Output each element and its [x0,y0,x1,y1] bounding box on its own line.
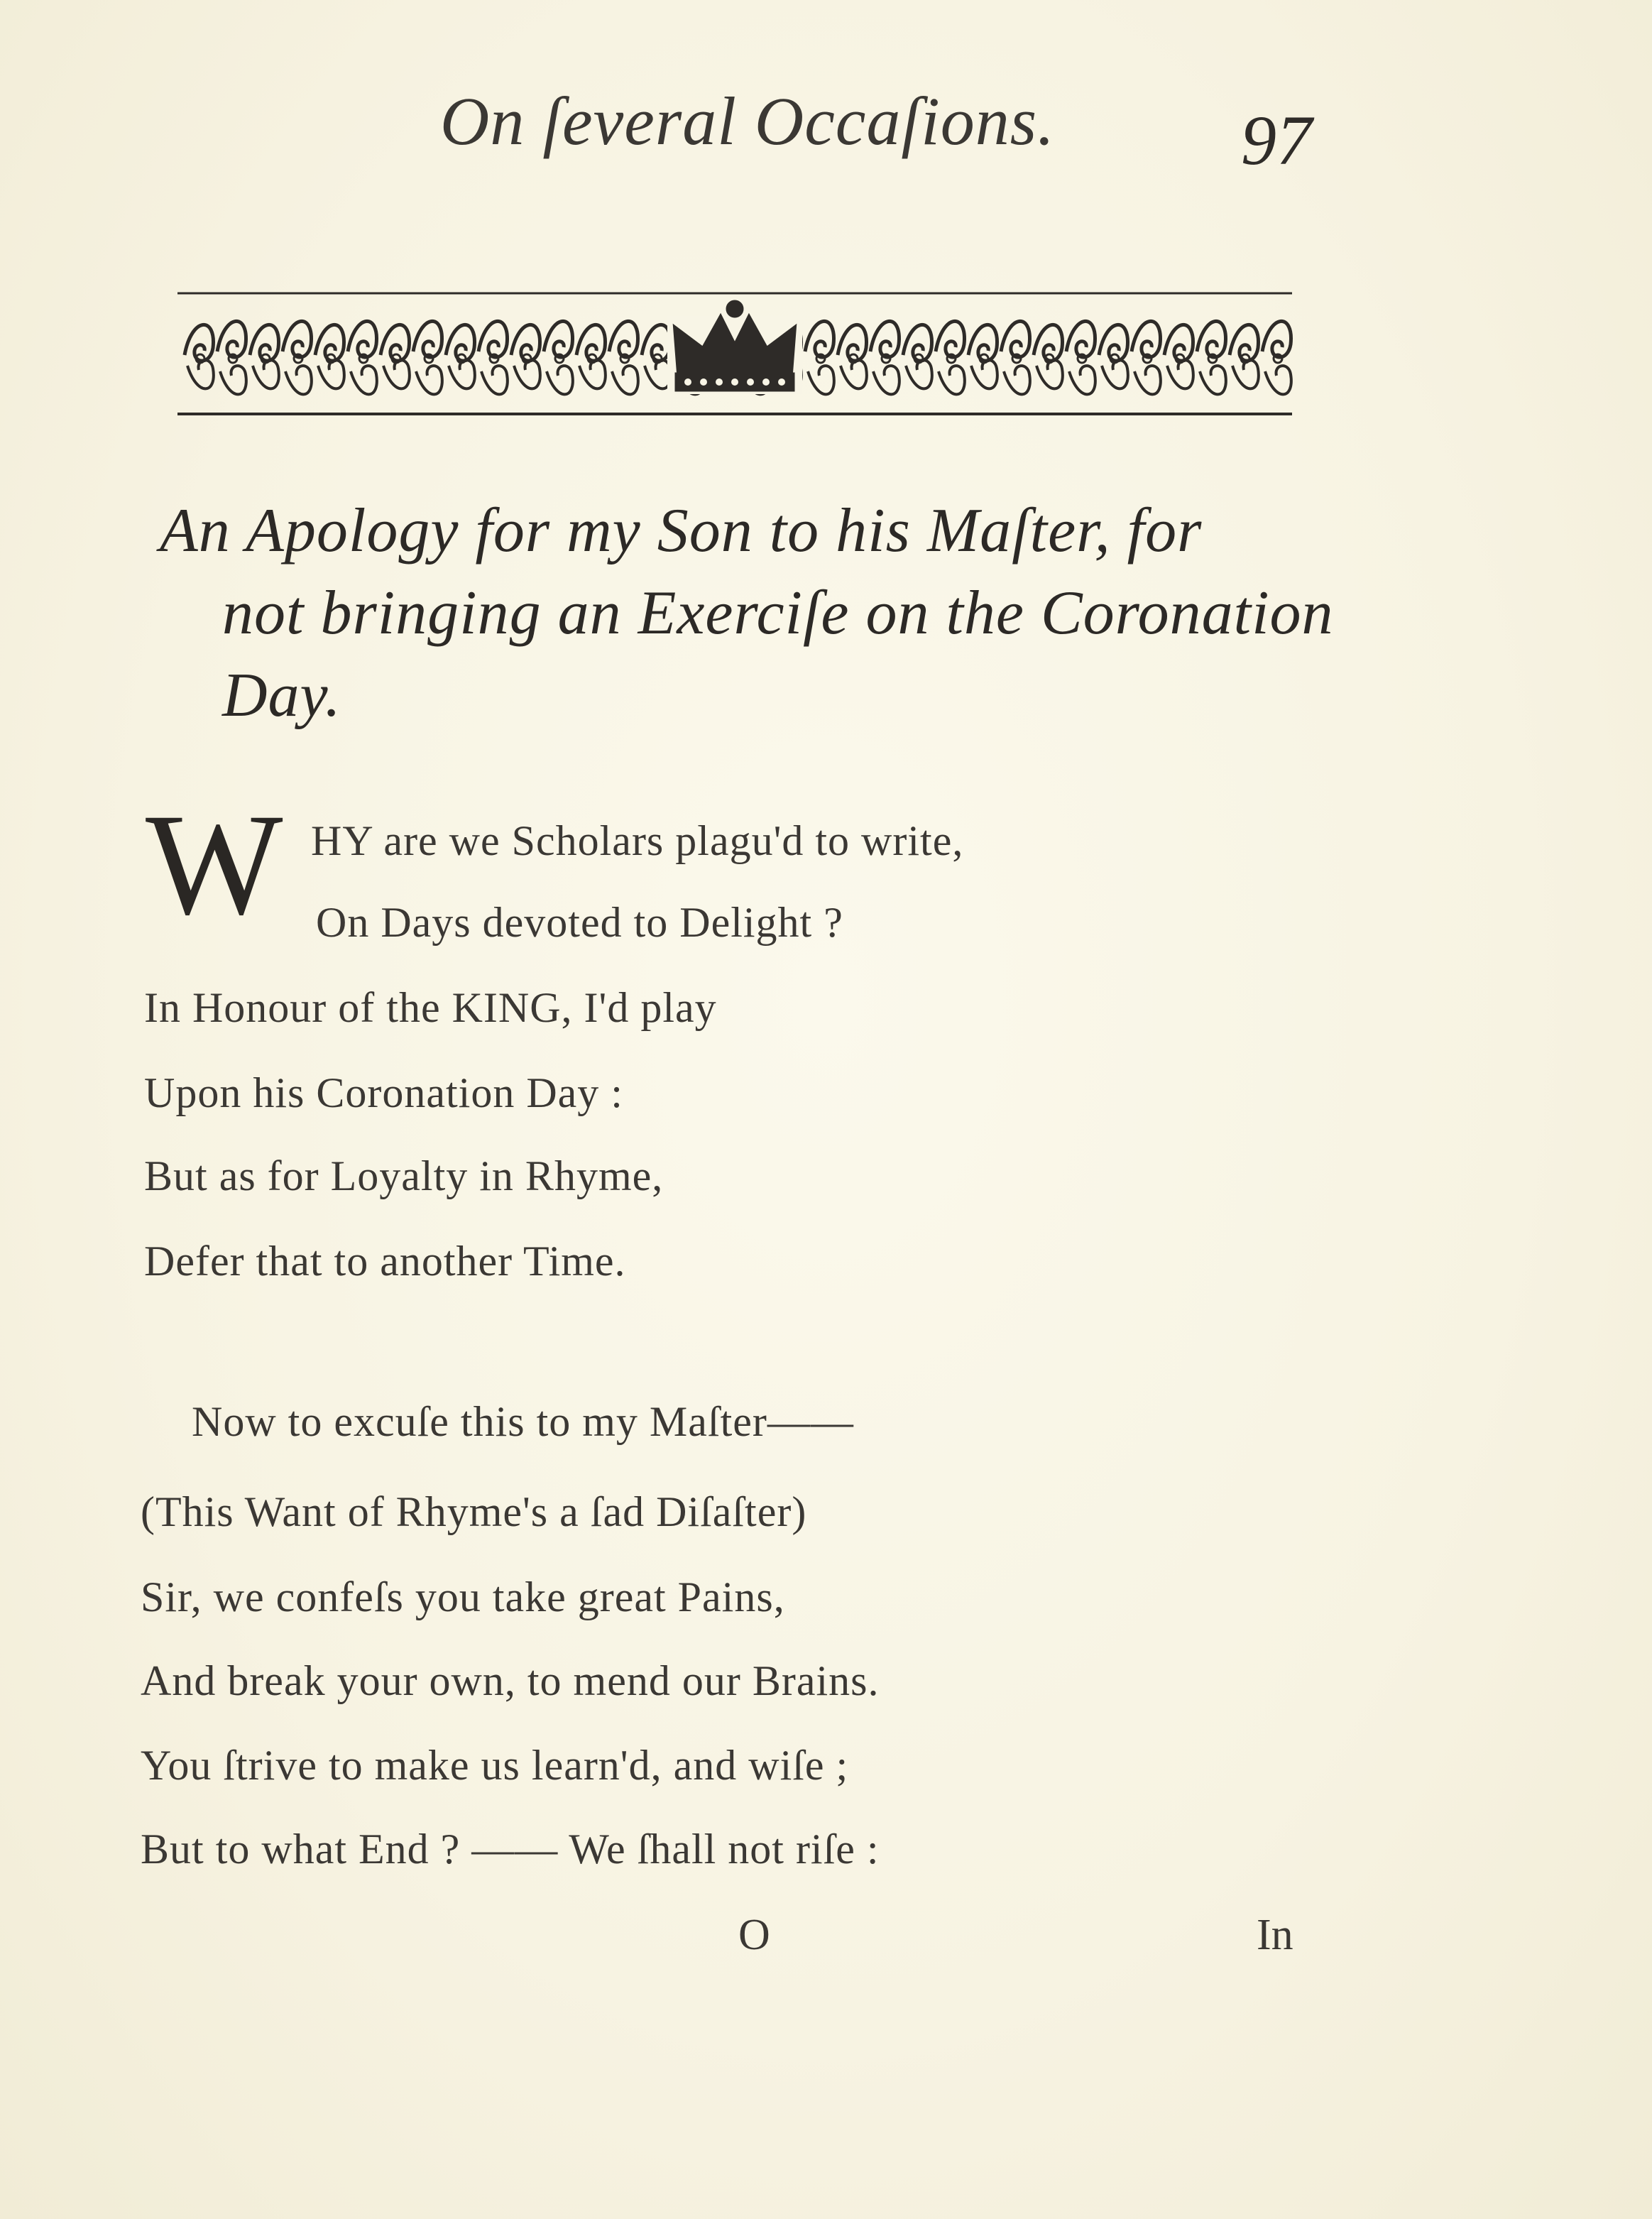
page-number: 97 [1241,101,1312,180]
title-line-3: Day. [222,661,341,730]
verse-line: On Days devoted to Delight ? [316,899,843,946]
drop-cap: W [146,784,283,945]
verse-line: Sir, we confeſs you take great Pains, [141,1574,785,1620]
verse-line: In Honour of the KING, I'd play [144,984,717,1031]
title-line-1: An Apology for my Son to his Maſter, for [160,496,1203,565]
verse-line: But to what End ? —— We ſhall not riſe : [141,1826,880,1872]
poem-title [160,490,1334,737]
verse-line: You ſtrive to make us learn'd, and wiſe ; [141,1742,849,1789]
verse-line: HY are we Scholars plagu'd to write, [311,817,964,864]
verse-line: Now to excuſe this to my Maſter—— [192,1398,854,1445]
crown-scroll-headpiece-icon [170,288,1299,419]
signature-mark: O [738,1911,770,1959]
verse-line: And break your own, to mend our Brains. [141,1657,880,1704]
verse-line: Upon his Coronation Day : [144,1069,623,1116]
verse-line: (This Want of Rhyme's a ſad Diſaſter) [141,1488,807,1535]
verse-line: Defer that to another Time. [144,1238,626,1285]
verse-line: But as for Loyalty in Rhyme, [144,1152,664,1199]
running-head: On ſeveral Occaſions. [440,83,1056,159]
title-line-2: not bringing an Exerciſe on the Coronation [222,579,1334,648]
catchword: In [1257,1911,1293,1959]
